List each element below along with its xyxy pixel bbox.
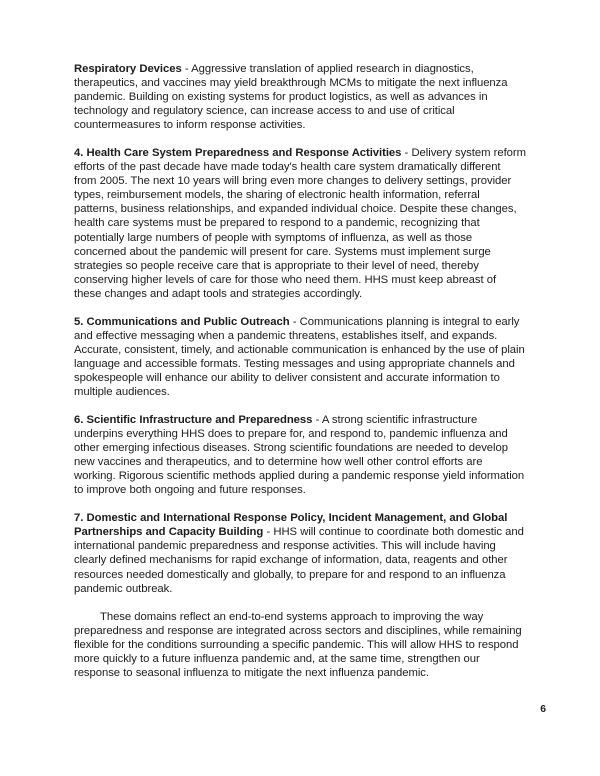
paragraph-lead-health-care-system-preparedness: 4. Health Care System Preparedness and Response Activities xyxy=(74,147,402,160)
paragraph-text-health-care-system-preparedness: - Delivery system reform efforts of the past decade have made today's health care system dramatically different from 2005. The next 10 years will bring even more changes to delivery settings, provider types, reimbursement models, the sharing of electronic health information, referral patterns, business relationships, and expanded individual choice. Despite these changes, health care systems must be prepared to respond to a pandemic, recognizing that potentially large numbers of people with symptoms of influenza, as well as those concerned about the pandemic will present for care. Systems must implement surge strategies so people receive care that is appropriate to their level of need, thereby conserving higher levels of care for those who need them. HHS must keep abreast of these changes and adapt tools and strategies accordingly. xyxy=(74,147,526,300)
paragraph-lead-respiratory-devices: Respiratory Devices xyxy=(74,63,182,75)
paragraph-lead-domestic-and-international-response-policy: 7. Domestic and International Response Policy, Incident Management, and Global Partnerships and Capacity Building xyxy=(74,512,508,539)
paragraph-health-care-system-preparedness xyxy=(74,146,526,301)
paragraph-lead-communications-and-public-outreach: 5. Communications and Public Outreach xyxy=(74,315,290,328)
paragraph-text-scientific-infrastructure-and-preparedness: - A strong scientific infrastructure underpins everything HHS does to prepare for, and respond to, pandemic influenza and other emerging infectious diseases. Strong scientific foundations are needed to develop new vaccines and therapeutics, and to determine how well other control efforts are working. Rigorous scientific methods applied during a pandemic response yield information to improve both ongoing and future responses. xyxy=(74,414,525,497)
paragraph-text-domestic-and-international-response-policy: - HHS will continue to coordinate both domestic and international pandemic preparedness and response activities. This will include having clearly defined mechanisms for rapid exchange of information, data, reagents and other resources needed domestically and globally, to prepare for and respond to an influenza pandemic outbreak. xyxy=(74,526,524,595)
paragraph-text-closing-summary: These domains reflect an end-to-end systems approach to improving the way preparedness and response are integrated across sectors and disciplines, while remaining flexible for the conditions surrounding a specific pandemic. This will allow HHS to respond more quickly to a future influenza pandemic and, at the same time, strengthen our response to seasonal influenza to mitigate the next influenza pandemic. xyxy=(74,610,522,679)
paragraph-text-respiratory-devices: - Aggressive translation of applied research in diagnostics, therapeutics, and vaccines may yield breakthrough MCMs to mitigate the next influenza pandemic. Building on existing systems for product logistics, as well as advances in technology and regulatory science, can increase access to and use of critical countermeasures to inform response activities. xyxy=(74,63,508,132)
paragraph-respiratory-devices xyxy=(74,62,526,132)
paragraph-closing-summary xyxy=(74,610,526,680)
paragraph-scientific-infrastructure-and-preparedness xyxy=(74,413,526,497)
paragraph-text-communications-and-public-outreach: - Communications planning is integral to early and effective messaging when a pandemic threatens, establishes itself, and expands. Accurate, consistent, timely, and actionable communication is enhanced by the use of plain language and accessible formats. Testing messages and using appropriate channels and spokespeople will enhance our ability to deliver consistent and accurate information to multiple audiences. xyxy=(74,315,525,398)
paragraph-domestic-and-international-response-policy xyxy=(74,511,526,595)
paragraph-lead-scientific-infrastructure-and-preparedness: 6. Scientific Infrastructure and Preparedness xyxy=(74,414,313,427)
paragraph-communications-and-public-outreach xyxy=(74,315,526,399)
document-body xyxy=(74,62,526,680)
page-number: 6 xyxy=(540,704,546,715)
